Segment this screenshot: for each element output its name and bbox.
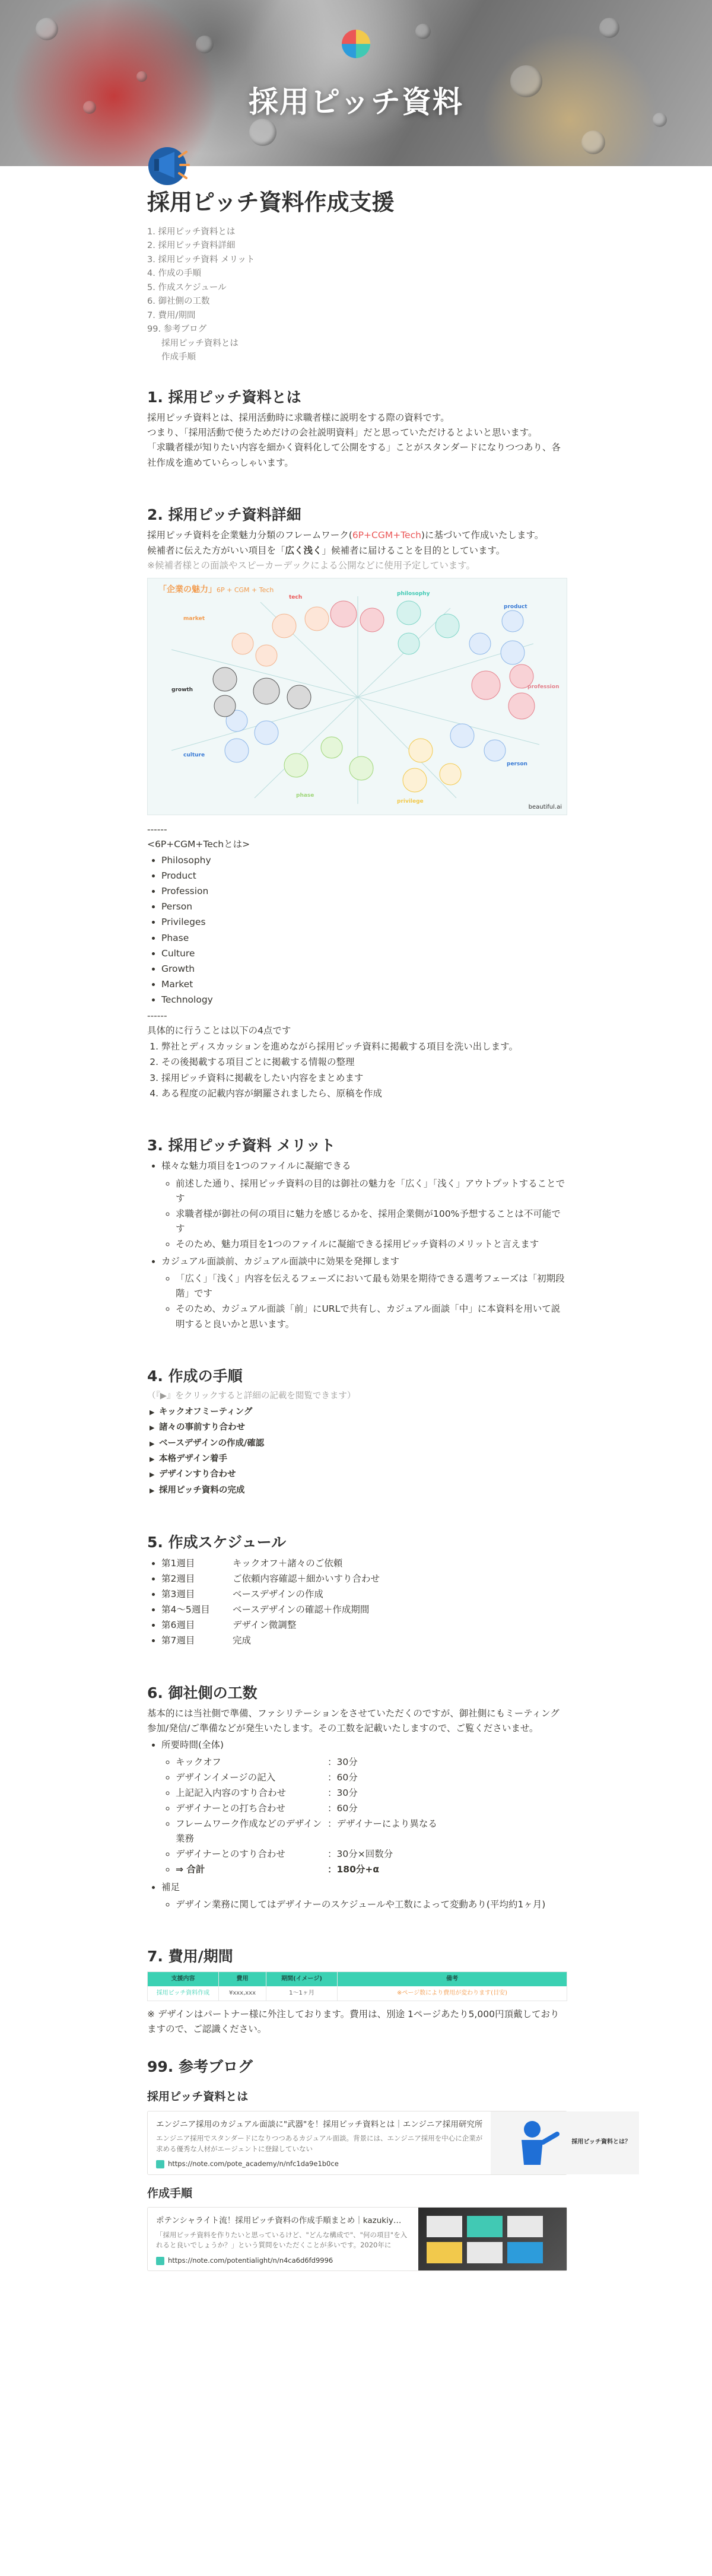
section-heading: 99. 参考ブログ: [147, 2058, 253, 2076]
paragraph: 候補者に伝えた方がいい項目を「広く浅く」候補者に届けることを目的としています。: [147, 545, 506, 556]
section-blog: [147, 2057, 631, 2271]
framework-label: growth: [171, 686, 193, 693]
framework-label: tech: [289, 594, 303, 600]
framework-label: market: [183, 615, 205, 622]
framework-label: person: [507, 761, 527, 767]
paragraph: 採用ピッチ資料とは、採用活動時に求職者様に説明をする際の資料です。: [147, 412, 450, 424]
list-item: ◦ デザインイメージの記入 ：60分: [176, 1770, 567, 1785]
cover-image: [0, 0, 712, 166]
table-of-contents: [147, 225, 567, 365]
page-content: [147, 189, 631, 2281]
list-item: • 第1週目 キックオフ＋諸々のご依頼: [161, 1556, 567, 1571]
framework-label: privilege: [397, 798, 424, 804]
list-item: ◦ 「広く」「浅く」内容を伝えるフェーズにおいて最も効果を期待できる選考フェーズは「初期段階」です: [176, 1271, 567, 1301]
favicon-icon: [156, 2160, 164, 2168]
section-merits: [147, 1136, 567, 1332]
merits-list: [147, 1159, 567, 1331]
list-item: • 第4〜5週目 ベースデザインの確認＋作成期間: [161, 1602, 567, 1617]
schedule-list: [147, 1556, 567, 1649]
framework-diagram: [147, 578, 567, 815]
list-item: • 所要時間(全体) ◦ キックオフ ：30分 ◦ デザインイメージの記入 ：60分 ◦ 上記記入内容のすり合わせ ：30分 ◦ デザイナーとの打ち合わせ ：60分 ◦ フレームワーク作成などのデザイン業務 ：デザイナーにより異なる ◦ デザイナーとのすり合わせ ：30分×回数分 ◦ ⇒ 合計 ：180分+α: [161, 1738, 567, 1878]
toggle-triangle-icon[interactable]: ▶: [150, 1439, 155, 1448]
framework-label: culture: [183, 752, 205, 758]
bookmark-description: エンジニア採用でスタンダードになりつつあるカジュアル面談。背景には、エンジニア採用を中心に企業が求める優秀な人材がエージェントに登録していない: [156, 2134, 483, 2153]
toggle-item[interactable]: ▶ デザインすり合わせ: [150, 1467, 567, 1482]
list-item: • Philosophy: [161, 853, 567, 868]
list-item: ◦ デザイナーとのすり合わせ ：30分×回数分: [176, 1847, 567, 1862]
framework-label: philosophy: [397, 590, 430, 597]
toc-link[interactable]: 5. 作成スケジュール: [147, 282, 227, 292]
list-item: • Phase: [161, 931, 567, 946]
section-heading: 2. 採用ピッチ資料詳細: [147, 505, 301, 523]
section-heading: 5. 作成スケジュール: [147, 1534, 287, 1551]
toc-sub-link[interactable]: 作成手順: [161, 352, 196, 362]
bookmark-thumbnail: [418, 2208, 567, 2270]
section-heading: 7. 費用/期間: [147, 1947, 233, 1965]
section-cost: [147, 1947, 567, 2037]
list-item: • Product: [161, 869, 567, 883]
list-item: • Market: [161, 977, 567, 992]
section-workload: [147, 1683, 567, 1912]
cover-title: 採用ピッチ資料: [249, 85, 463, 119]
section-heading: 6. 御社側の工数: [147, 1684, 258, 1702]
section-schedule: [147, 1532, 567, 1648]
list-item: • Technology: [161, 993, 567, 1007]
section-details: [147, 505, 567, 1101]
list-item: • Person: [161, 899, 567, 914]
section-about: [147, 387, 567, 470]
list-item: ◦ 求職者様が御社の何の項目に魅力を感じるかを、採用企業側が100%予想することは不可能です: [176, 1207, 567, 1236]
thumbnail-text: 採用ピッチ資料とは？: [571, 2138, 631, 2145]
list-item: 4. ある程度の記載内容が網羅されましたら、原稿を作成: [161, 1086, 567, 1101]
toc-link[interactable]: 6. 御社側の工数: [147, 297, 210, 306]
bookmark-card[interactable]: [147, 2207, 567, 2271]
bookmark-title: エンジニア採用のカジュアル面談に"武器"を！採用ピッチ資料とは｜エンジニア採用研究所: [156, 2119, 483, 2129]
table-row: 採用ピッチ資料作成 ¥xxx,xxx 1〜1ヶ月 ※ページ数により費用が変わります(目安): [148, 1986, 567, 2001]
toc-link[interactable]: 3. 採用ピッチ資料 メリット: [147, 255, 255, 265]
framework-label: phase: [296, 792, 314, 799]
list-item: ◦ そのため、魅力項目を1つのファイルに凝縮できる採用ピッチ資料のメリットと言えます: [176, 1237, 567, 1252]
paragraph: 採用ピッチ資料を企業魅力分類のフレームワーク(6P+CGM+Tech)に基づいて作成いたします。: [147, 530, 544, 541]
list-item: • Privileges: [161, 915, 567, 930]
bookmark-url: https://note.com/pote_academy/n/nfc1da9e1b0ce: [156, 2158, 482, 2170]
section-heading: 1. 採用ピッチ資料とは: [147, 388, 301, 406]
toggle-item[interactable]: ▶ 本格デザイン着手: [150, 1452, 567, 1467]
list-item: • 様々な魅力項目を1つのファイルに凝縮できる ◦ 前述した通り、採用ピッチ資料の目的は御社の魅力を「広く」「浅く」アウトプットすることです ◦ 求職者様が御社の何の項目に魅力を感じるかを、採用企業側が100%予想することは不可能です ◦ そのため、魅力項目を1つのファイルに凝縮できる採用ピッチ資料のメリットと言えます: [161, 1159, 567, 1252]
slide-grid-icon: [418, 2208, 567, 2272]
dash-divider: ------: [147, 823, 167, 835]
sub-heading: 採用ピッチ資料とは: [147, 2090, 249, 2103]
page-title: 採用ピッチ資料作成支援: [147, 189, 395, 215]
toggle-triangle-icon[interactable]: ▶: [150, 1455, 155, 1464]
list-item: ◦ そのため、カジュアル面談「前」にURLで共有し、カジュアル面談「中」に本資料を用いて説明すると良いかと思います。: [176, 1302, 567, 1331]
list-item: ◦ 前述した通り、採用ピッチ資料の目的は御社の魅力を「広く」「浅く」アウトプットすることです: [176, 1176, 567, 1206]
framework-wheel: [148, 578, 568, 816]
list-item: 3. 採用ピッチ資料に掲載をしたい内容をまとめます: [161, 1071, 567, 1086]
toggle-item[interactable]: ▶ キックオフミーティング: [150, 1405, 567, 1420]
framework-title: 「企業の魅力」6P + CGM + Tech: [158, 584, 274, 594]
paragraph: 具体的に行うことは以下の4点です: [147, 1025, 291, 1036]
workload-list: [147, 1738, 567, 1912]
list-item: • カジュアル面談前、カジュアル面談中に効果を発揮します ◦ 「広く」「浅く」内容を伝えるフェーズにおいて最も効果を期待できる選考フェーズは「初期段階」です ◦ そのため、カジュアル面談「前」にURLで共有し、カジュアル面談「中」に本資料を用いて説明すると良いかと思います。: [161, 1254, 567, 1332]
megaphone-icon: [147, 141, 198, 189]
bookmark-url: https://note.com/potentialight/n/n4ca6d6fd9996: [156, 2255, 410, 2266]
sub-heading: 作成手順: [147, 2186, 193, 2200]
paragraph: 「求職者様が知りたい内容を細かく資料化して公開をする」ことがスタンダードになりつつあり、各社作成を進めていらっしゃいます。: [147, 442, 561, 468]
list-item: • Culture: [161, 946, 567, 961]
toggle-triangle-icon[interactable]: ▶: [150, 1408, 155, 1416]
toggle-triangle-icon[interactable]: ▶: [150, 1424, 155, 1432]
list-title: <6P+CGM+Techとは>: [147, 838, 250, 850]
note-text: ※候補者様との面談やスピーカーデックによる公開などに使用予定しています。: [147, 559, 476, 571]
table-header: 支援内容 費用 期間(イメージ) 備考: [148, 1972, 567, 1986]
toc-link[interactable]: 7. 費用/期間: [147, 310, 196, 320]
framework-label: profession: [527, 683, 560, 690]
bookmark-description: 「採用ピッチ資料を作りたいと思っているけど、"どんな構成で"、"何の項目"を入れると良いでしょうか？」という質問をいただくことが多いです。2020年に: [156, 2231, 408, 2250]
diagram-credit: beautiful.ai: [528, 803, 562, 810]
favicon-icon: [156, 2257, 164, 2265]
list-item: ◦ キックオフ ：30分: [176, 1755, 567, 1770]
list-item: • 第6週目 デザイン微調整: [161, 1618, 567, 1633]
toggle-list: [147, 1405, 567, 1498]
bookmark-thumbnail: [491, 2111, 639, 2174]
list-item: • 第7週目 完成: [161, 1633, 567, 1648]
paragraph: つまり、「採用活動で使うためだけの会社説明資料」だと思っていただけるとよいと思います。: [147, 427, 538, 438]
section-heading: 4. 作成の手順: [147, 1367, 243, 1385]
list-item: ◦ デザイナーとの打ち合わせ ：60分: [176, 1801, 567, 1816]
toc-link[interactable]: 99. 参考ブログ: [147, 325, 207, 334]
framework-items-list: [147, 853, 567, 1007]
list-item: • 補足 ◦ デザイン業務に関してはデザイナーのスケジュールや工数によって変動あり(平均約1ヶ月): [161, 1880, 567, 1912]
list-item: 2. その後掲載する項目ごとに掲載する情報の整理: [161, 1055, 567, 1070]
brand-logo-icon: [339, 27, 373, 61]
paragraph: ※ デザインはパートナー様に外注しております。費用は、別途 1ページあたり5,000円頂戴しておりますので、ご認識ください。: [147, 2008, 560, 2034]
toggle-item[interactable]: ▶ ベースデザインの作成/確認: [150, 1436, 567, 1451]
list-item: • Profession: [161, 884, 567, 899]
list-item: • Growth: [161, 962, 567, 977]
list-item: ◦ ⇒ 合計 ：180分+α: [176, 1862, 567, 1877]
list-item: • 第2週目 ご依頼内容確認＋細かいすり合わせ: [161, 1572, 567, 1586]
toc-link[interactable]: 4. 作成の手順: [147, 269, 201, 278]
toc-link[interactable]: 1. 採用ピッチ資料とは: [147, 227, 236, 237]
framework-label: product: [504, 603, 527, 610]
toggle-item[interactable]: ▶ 採用ピッチ資料の完成: [150, 1483, 567, 1498]
bookmark-card[interactable]: [147, 2111, 631, 2175]
list-item: ◦ デザイン業務に関してはデザイナーのスケジュールや工数によって変動あり(平均約1ヶ月): [176, 1897, 567, 1912]
toc-link[interactable]: 2. 採用ピッチ資料詳細: [147, 241, 236, 250]
section-heading: 3. 採用ピッチ資料 メリット: [147, 1136, 336, 1154]
toggle-triangle-icon[interactable]: ▶: [150, 1471, 155, 1479]
section-procedure: [147, 1366, 567, 1498]
steps-list: [147, 1039, 567, 1101]
toggle-triangle-icon[interactable]: ▶: [150, 1486, 155, 1494]
note-text: （『▶』をクリックすると詳細の記載を閲覧できます）: [147, 1391, 356, 1401]
dash-divider: ------: [147, 1010, 167, 1022]
list-item: ◦ フレームワーク作成などのデザイン業務 ：デザイナーにより異なる: [176, 1817, 567, 1846]
bookmark-title: ポテンシャライト流！採用ピッチ資料の作成手順まとめ｜kazukiy…: [156, 2216, 402, 2226]
toc-sub-link[interactable]: 採用ピッチ資料とは: [161, 338, 239, 348]
cost-table: [147, 1971, 567, 2001]
paragraph: 基本的には当社側で準備、ファシリテーションをさせていただくのですが、御社側にもミーティング参加/発信/ご準備などが発生いたします。その工数を記載いたしますので、ご覧くださいませ。: [147, 1708, 560, 1734]
list-item: ◦ 上記記入内容のすり合わせ ：30分: [176, 1786, 567, 1801]
toggle-item[interactable]: ▶ 諸々の事前すり合わせ: [150, 1420, 567, 1435]
list-item: • 第3週目 ベースデザインの作成: [161, 1587, 567, 1602]
list-item: 1. 弊社とディスカッションを進めながら採用ピッチ資料に掲載する項目を洗い出します。: [161, 1039, 567, 1054]
